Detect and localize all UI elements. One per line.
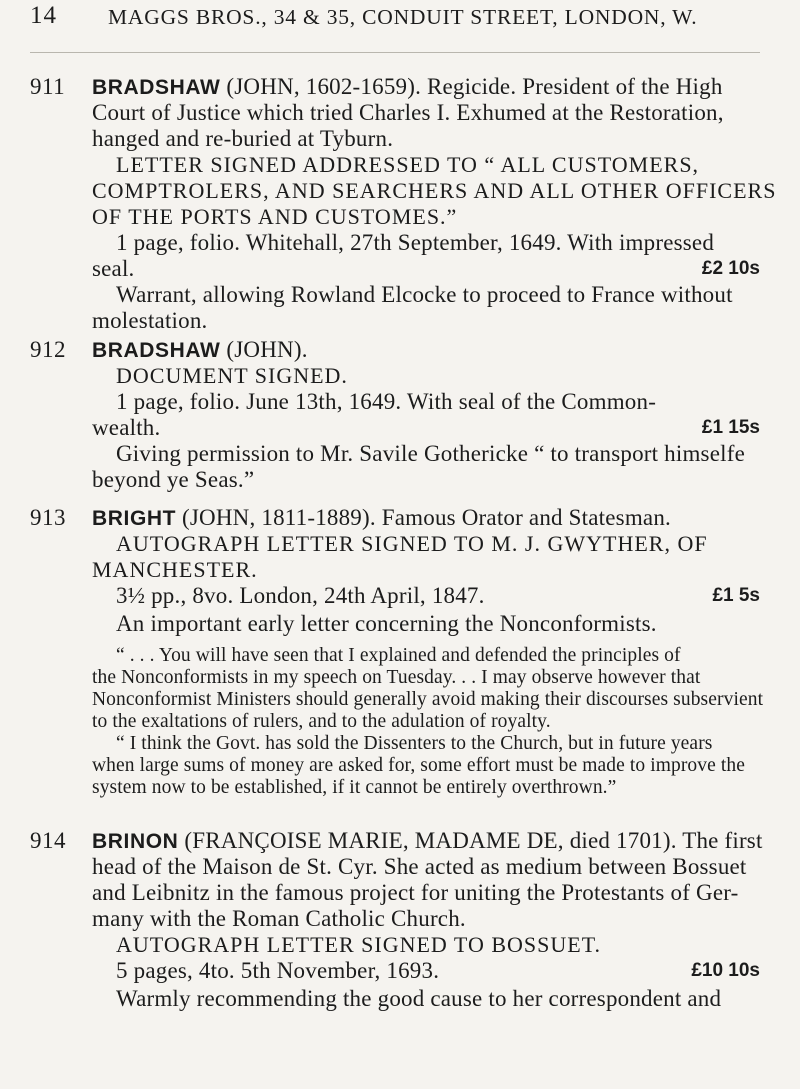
entry-line: molestation. [92, 308, 208, 333]
entry-price: £1 5s [712, 585, 760, 606]
entry-line: Giving permission to Mr. Savile Gothericke “ to transport himselfe [116, 441, 745, 466]
quote-line: “ . . . You will have seen that I explained and defended the principles of [116, 645, 681, 666]
entry-line: (JOHN, 1811-1889). Famous Orator and Statesman. [182, 505, 671, 530]
entry-heading [92, 337, 308, 363]
page-number: 14 [30, 2, 57, 29]
quote-line: system now to be established, if it cannot be entirely overthrown.” [92, 777, 617, 798]
entry-line: DOCUMENT SIGNED. [116, 363, 348, 388]
lot-number: 914 [30, 828, 66, 853]
entry-line: MANCHESTER. [92, 557, 258, 582]
entry-line: 1 page, folio. Whitehall, 27th September, 1649. With impressed [116, 230, 715, 255]
entry-line: head of the Maison de St. Cyr. She acted as medium between Bossuet [92, 854, 747, 879]
entry-line: 3½ pp., 8vo. London, 24th April, 1847. [116, 583, 485, 608]
quote-line: to the exaltations of rulers, and to the adulation of royalty. [92, 711, 551, 732]
entry-line: 5 pages, 4to. 5th November, 1693. [116, 958, 440, 983]
entry-line: 1 page, folio. June 13th, 1649. With seal of the Common- [116, 389, 657, 414]
entry-line: wealth. [92, 415, 161, 440]
running-head: MAGGS BROS., 34 & 35, CONDUIT STREET, LONDON, W. [108, 5, 698, 29]
entry-price: £1 15s [701, 417, 760, 438]
lot-number: 913 [30, 505, 66, 530]
entry-line: COMPTROLERS, AND SEARCHERS AND ALL OTHER OFFICERS [92, 178, 777, 203]
entry-line: (FRANÇOISE MARIE, MADAME DE, died 1701). The first [184, 828, 763, 853]
entry-line: many with the Roman Catholic Church. [92, 906, 466, 931]
entry-line: OF THE PORTS AND CUSTOMES.” [92, 204, 458, 229]
entry-line: (JOHN). [226, 337, 308, 362]
entry-line: Warmly recommending the good cause to her correspondent and [116, 986, 722, 1011]
entry-line: Court of Justice which tried Charles I. Exhumed at the Restoration, [92, 100, 724, 125]
entry-price: £10 10s [691, 960, 760, 981]
entry-name: BRINON [92, 830, 179, 853]
entry-line: AUTOGRAPH LETTER SIGNED TO BOSSUET. [116, 932, 602, 957]
page-header [30, 2, 770, 48]
entry-line: AUTOGRAPH LETTER SIGNED TO M. J. GWYTHER, OF [116, 531, 708, 556]
entry-line: beyond ye Seas.” [92, 467, 255, 492]
quote-line: the Nonconformists in my speech on Tuesday. . . I may observe however that [92, 667, 701, 688]
entry-heading [92, 74, 723, 100]
entry-line: An important early letter concerning the Nonconformists. [116, 611, 657, 636]
quote-line: Nonconformist Ministers should generally avoid making their discourses subservient [92, 689, 764, 710]
header-rule [30, 52, 760, 53]
entry-heading [92, 828, 763, 854]
entry-line: (JOHN, 1602-1659). Regicide. President of the High [226, 74, 723, 99]
quote-line: when large sums of money are asked for, some effort must be made to improve the [92, 755, 745, 776]
entry-line: and Leibnitz in the famous project for uniting the Protestants of Ger- [92, 880, 739, 905]
entry-heading [92, 505, 671, 531]
entry-line: hanged and re-buried at Tyburn. [92, 126, 394, 151]
entry-line: Warrant, allowing Rowland Elcocke to proceed to France without [116, 282, 733, 307]
entry-line: seal. [92, 256, 135, 281]
entry-name: BRADSHAW [92, 339, 221, 362]
entry-name: BRADSHAW [92, 76, 221, 99]
lot-number: 911 [30, 74, 66, 99]
lot-number: 912 [30, 337, 66, 362]
quote-line: “ I think the Govt. has sold the Dissenters to the Church, but in future years [116, 733, 713, 754]
entry-line: LETTER SIGNED ADDRESSED TO “ ALL CUSTOMERS, [116, 152, 700, 177]
entry-price: £2 10s [701, 258, 760, 279]
entry-name: BRIGHT [92, 507, 177, 530]
